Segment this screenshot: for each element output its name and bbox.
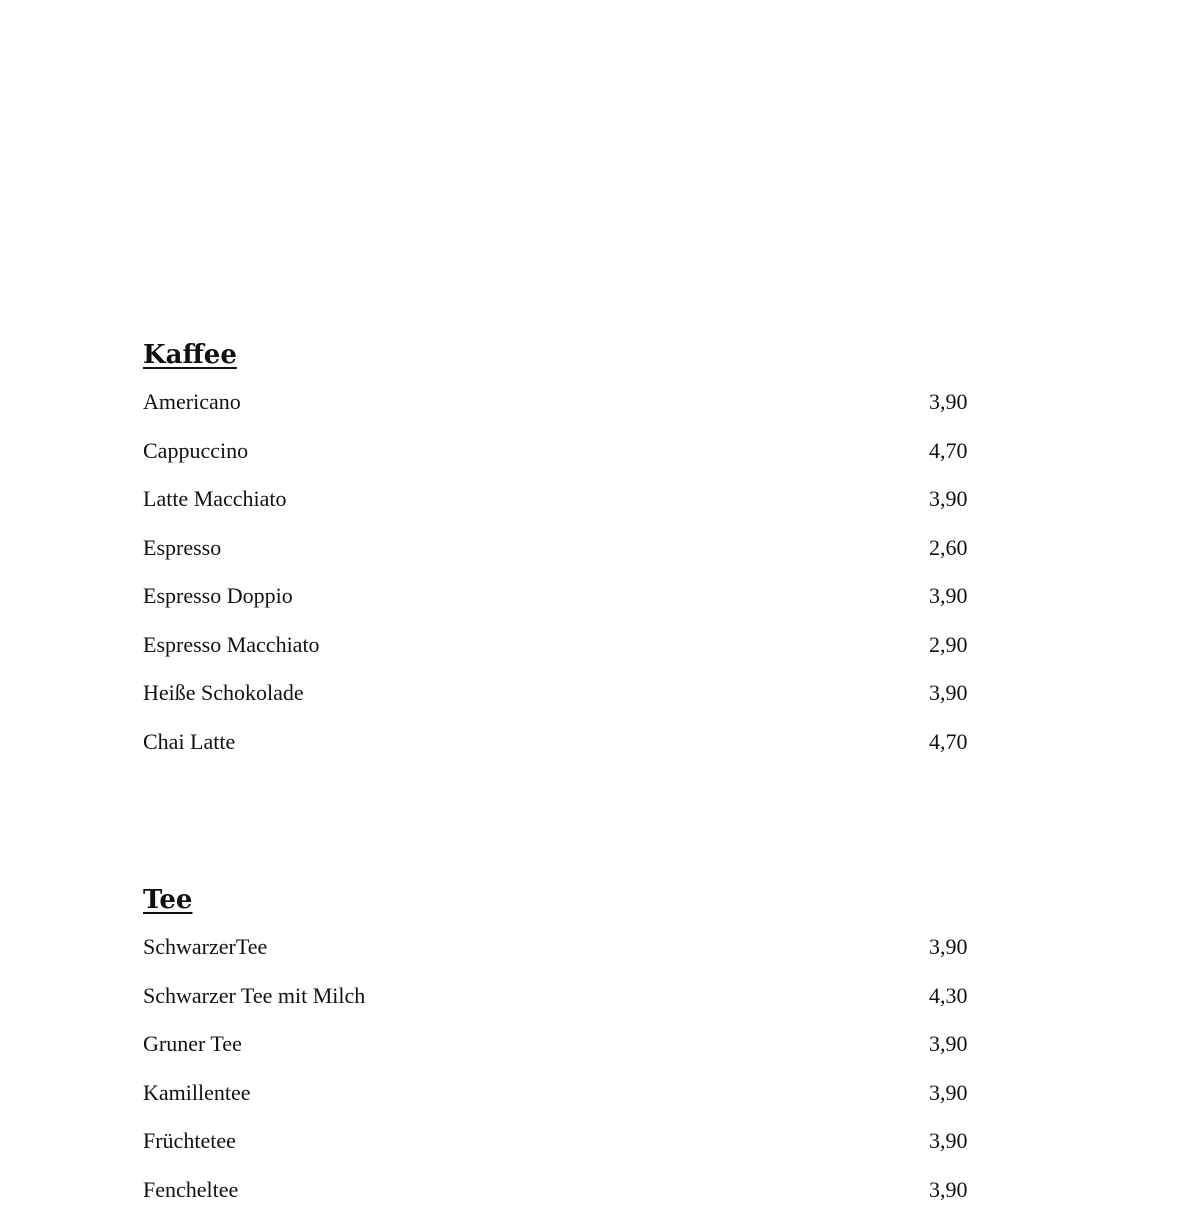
item-name: Chai Latte	[143, 718, 235, 767]
menu-item	[143, 1020, 1003, 1069]
item-price: 2,60	[929, 524, 968, 573]
section-heading-kaffee: Kaffee	[143, 338, 1003, 372]
item-name: Kamillentee	[143, 1069, 251, 1118]
item-price: 3,90	[929, 1117, 968, 1166]
menu-list-tee	[143, 923, 1003, 1214]
section-tee	[143, 883, 1003, 1214]
item-name: Latte Macchiato	[143, 475, 287, 524]
section-kaffee	[143, 338, 1003, 766]
menu-item	[143, 1117, 1003, 1166]
menu-item	[143, 718, 1003, 767]
menu-item	[143, 1166, 1003, 1214]
item-price: 4,70	[929, 718, 968, 767]
menu-item	[143, 621, 1003, 670]
item-name: Americano	[143, 378, 241, 427]
item-price: 3,90	[929, 1020, 968, 1069]
item-name: SchwarzerTee	[143, 923, 267, 972]
menu-item	[143, 669, 1003, 718]
item-price: 4,70	[929, 427, 968, 476]
item-price: 3,90	[929, 669, 968, 718]
menu-item	[143, 524, 1003, 573]
menu-item	[143, 972, 1003, 1021]
menu-item	[143, 427, 1003, 476]
menu-item	[143, 1069, 1003, 1118]
item-name: Fencheltee	[143, 1166, 238, 1214]
item-name: Heiße Schokolade	[143, 669, 304, 718]
menu-item	[143, 923, 1003, 972]
item-name: Espresso Macchiato	[143, 621, 320, 670]
item-name: Schwarzer Tee mit Milch	[143, 972, 365, 1021]
menu-list-kaffee	[143, 378, 1003, 766]
item-price: 4,30	[929, 972, 968, 1021]
item-price: 3,90	[929, 923, 968, 972]
item-name: Espresso Doppio	[143, 572, 293, 621]
item-price: 3,90	[929, 1069, 968, 1118]
item-price: 2,90	[929, 621, 968, 670]
item-name: Früchtetee	[143, 1117, 236, 1166]
menu-item	[143, 475, 1003, 524]
item-name: Cappuccino	[143, 427, 248, 476]
item-price: 3,90	[929, 1166, 968, 1214]
item-name: Gruner Tee	[143, 1020, 242, 1069]
item-name: Espresso	[143, 524, 221, 573]
section-heading-tee: Tee	[143, 883, 1003, 917]
menu-item	[143, 572, 1003, 621]
menu-item	[143, 378, 1003, 427]
item-price: 3,90	[929, 475, 968, 524]
item-price: 3,90	[929, 572, 968, 621]
item-price: 3,90	[929, 378, 968, 427]
